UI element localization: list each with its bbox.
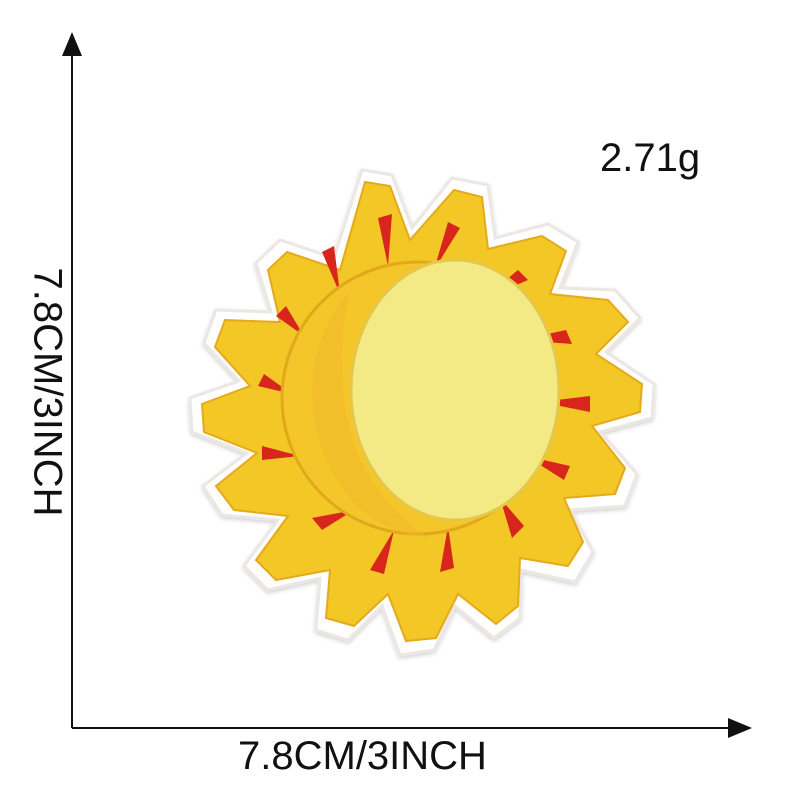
arrow-up-icon	[62, 32, 82, 56]
sun-patch-icon	[190, 170, 654, 655]
weight-label: 2.71g	[600, 136, 701, 180]
arrow-right-icon	[728, 718, 752, 738]
height-dimension-label: 7.8CM/3INCH	[25, 267, 70, 517]
sun-light-disc	[351, 260, 559, 520]
width-dimension-label: 7.8CM/3INCH	[238, 734, 487, 778]
